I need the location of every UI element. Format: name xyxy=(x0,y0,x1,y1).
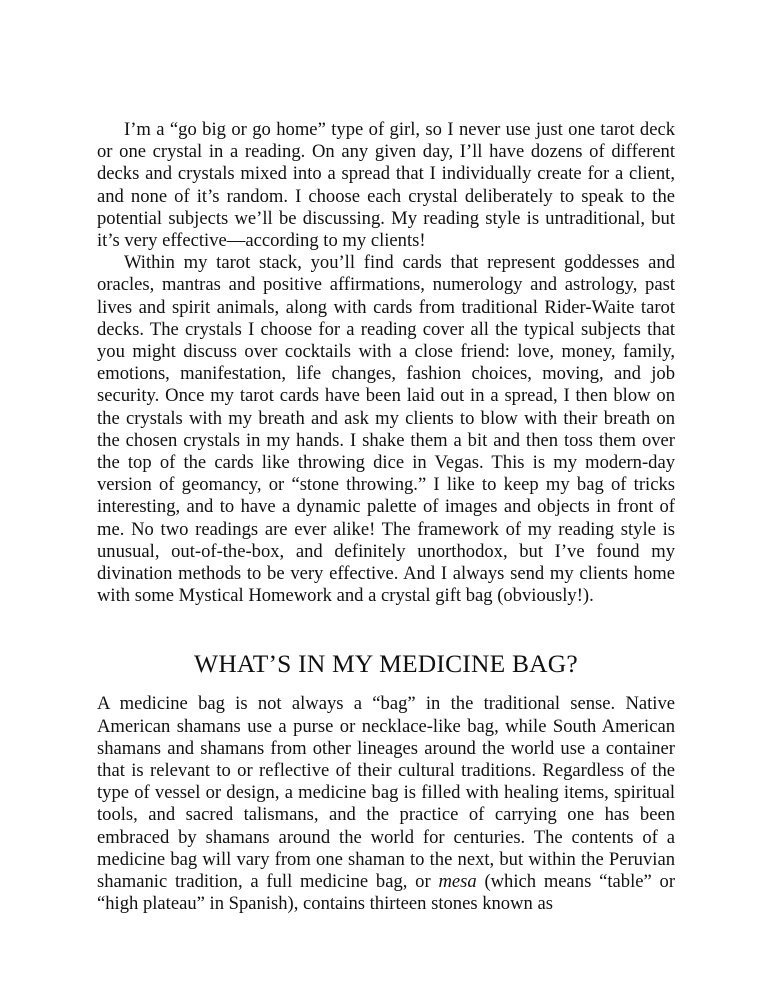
paragraph-text-start: A medicine bag is not always a “bag” in the traditional sense. Native American shamans use a purse or necklace-like bag, while South American shamans and shamans from other lineages around the world use a container that is relevant to or reflective of their cultural traditions. Regardless of the type of vessel or design, a medicine bag is filled with healing items, spiritual tools, and sacred talismans, and the practice of carrying one has been embraced by shamans around the world for centuries. The contents of a medicine bag will vary from one shaman to the next, but within the Peruvian shamanic tradition, a full medicine bag, or xyxy=(97,693,675,893)
body-paragraph-2: Within my tarot stack, you’ll find cards that represent goddesses and oracles, mantras and positive affirmations, numerology and astrology, past lives and spirit animals, along with cards from traditional Rider-Waite tarot decks. The crystals I choose for a reading cover all the typical subjects that you might discuss over cocktails with a close friend: love, money, family, emotions, manifestation, life changes, fashion choices, moving, and job security. Once my tarot cards have been laid out in a spread, I then blow on the crystals with my breath and ask my clients to blow with their breath on the chosen crystals in my hands. I shake them a bit and then toss them over the top of the cards like throwing dice in Vegas. This is my modern-day version of geomancy, or “stone throwing.” I like to keep my bag of tricks interesting, and to have a dynamic palette of images and objects in front of me. No two readings are ever alike! The framework of my reading style is unusual, out-of-the-box, and definitely unorthodox, but I’ve found my divination methods to be very effective. And I always send my clients home with some Mystical Homework and a crystal gift bag (obviously!). xyxy=(97,252,675,607)
body-paragraph-1: I’m a “go big or go home” type of girl, so I never use just one tarot deck or one crystal in a reading. On any given day, I’ll have dozens of different decks and crystals mixed into a spread that I individually create for a client, and none of it’s random. I choose each crystal deliberately to speak to the potential subjects we’ll be discussing. My reading style is untraditional, but it’s very effective—according to my clients! xyxy=(97,119,675,252)
body-paragraph-3 xyxy=(97,693,675,915)
section-heading: WHAT’S IN MY MEDICINE BAG? xyxy=(194,649,578,679)
italic-term-mesa: mesa xyxy=(438,871,477,893)
book-page xyxy=(97,119,675,916)
paragraph-text-end: (which means “table” or “high plateau” in Spanish), contains thirteen stones known as xyxy=(97,871,676,915)
